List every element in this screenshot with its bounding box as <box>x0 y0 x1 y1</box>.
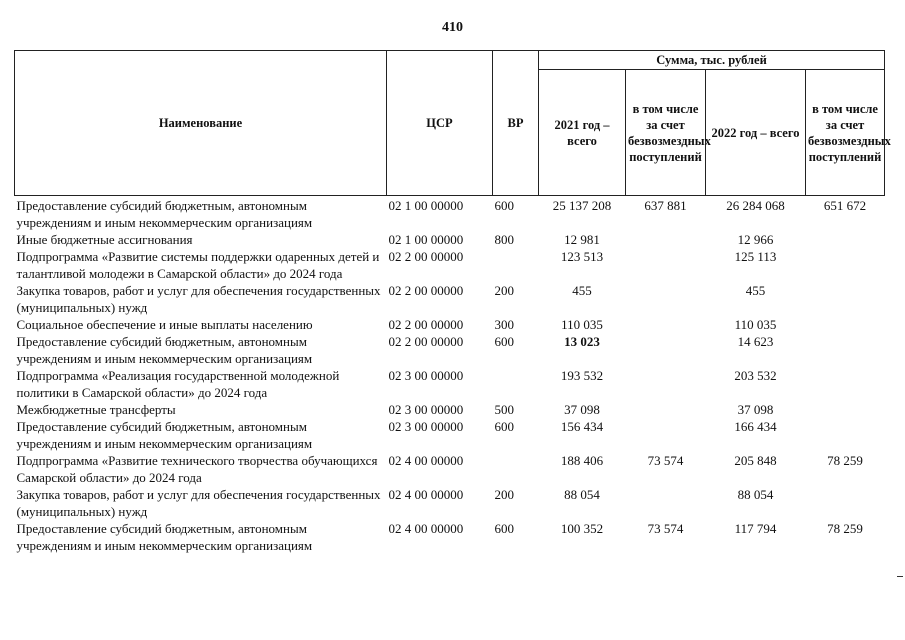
row-2022-total: 125 113 <box>734 249 777 264</box>
row-2022-total: 203 532 <box>734 368 777 383</box>
row-name: Закупка товаров, работ и услуг для обеспечения государственных (муниципальных) нужд <box>16 283 381 315</box>
row-vr: 600 <box>494 334 514 349</box>
row-csr: 02 4 00 00000 <box>388 487 464 502</box>
row-2021-gratuitous <box>626 248 706 282</box>
table-row <box>15 367 885 401</box>
margin-mark <box>897 576 903 577</box>
row-2022-gratuitous <box>806 418 885 452</box>
row-2021-gratuitous <box>626 231 706 248</box>
header-name: Наименование <box>15 51 387 196</box>
row-csr: 02 1 00 00000 <box>388 198 464 213</box>
row-csr: 02 1 00 00000 <box>388 232 464 247</box>
row-name: Иные бюджетные ассигнования <box>16 232 193 247</box>
row-2021-total: 110 035 <box>561 317 603 332</box>
header-2022-total: 2022 год – всего <box>706 70 806 196</box>
row-2022-gratuitous <box>806 231 885 248</box>
row-name: Закупка товаров, работ и услуг для обеспечения государственных (муниципальных) нужд <box>16 487 381 519</box>
row-vr: 600 <box>494 521 514 536</box>
row-name: Предоставление субсидий бюджетным, автономным учреждениям и иным некоммерческим организациям <box>16 521 313 553</box>
row-2021-total: 455 <box>572 283 592 298</box>
row-vr <box>493 452 539 486</box>
row-2022-total: 14 623 <box>737 334 774 349</box>
row-2022-total: 12 966 <box>737 232 774 247</box>
header-2021-total: 2021 год – всего <box>539 70 626 196</box>
row-2022-gratuitous <box>806 248 885 282</box>
page-number: 410 <box>442 20 463 35</box>
header-csr: ЦСР <box>387 51 493 196</box>
budget-table <box>14 50 891 554</box>
table-body <box>15 196 885 555</box>
row-2021-total: 13 023 <box>564 334 600 349</box>
table-row <box>15 333 885 367</box>
row-vr: 600 <box>494 419 514 434</box>
table-row <box>15 418 885 452</box>
row-vr: 300 <box>494 317 514 332</box>
table-row <box>15 196 885 232</box>
row-name: Подпрограмма «Развитие технического творчества обучающихся Самарской области» до 2024 года <box>16 453 378 485</box>
row-csr: 02 2 00 00000 <box>388 334 464 349</box>
row-csr: 02 3 00 00000 <box>388 368 464 383</box>
row-csr: 02 3 00 00000 <box>388 419 464 434</box>
row-2022-gratuitous <box>806 367 885 401</box>
row-vr: 200 <box>494 283 514 298</box>
row-2022-total: 37 098 <box>737 402 774 417</box>
row-2021-total: 88 054 <box>564 487 600 502</box>
row-2022-total: 205 848 <box>734 453 777 468</box>
row-2021-gratuitous <box>626 282 706 316</box>
row-2022-total: 455 <box>745 283 766 298</box>
table-row <box>15 282 885 316</box>
row-2022-gratuitous <box>806 282 885 316</box>
table-row <box>15 316 885 333</box>
row-2022-total: 26 284 068 <box>726 198 785 213</box>
row-name: Предоставление субсидий бюджетным, автономным учреждениям и иным некоммерческим организациям <box>16 334 313 366</box>
row-2021-gratuitous: 637 881 <box>644 198 687 213</box>
header-2021-gratuitous: в том числе за счет безвозмездных поступлений <box>626 70 706 196</box>
row-2021-gratuitous <box>626 418 706 452</box>
row-csr: 02 4 00 00000 <box>388 453 464 468</box>
row-2021-total: 156 434 <box>560 419 604 434</box>
row-2021-gratuitous <box>626 333 706 367</box>
row-2022-total: 110 035 <box>734 317 777 332</box>
row-vr: 200 <box>494 487 514 502</box>
row-2021-total: 12 981 <box>564 232 600 247</box>
row-2021-total: 25 137 208 <box>552 198 612 213</box>
row-2022-gratuitous: 78 259 <box>827 521 863 536</box>
row-2022-gratuitous <box>806 333 885 367</box>
row-vr <box>493 248 539 282</box>
row-csr: 02 3 00 00000 <box>388 402 464 417</box>
table-row <box>15 486 885 520</box>
row-vr: 500 <box>494 402 514 417</box>
row-name: Предоставление субсидий бюджетным, автономным учреждениям и иным некоммерческим организациям <box>16 419 313 451</box>
row-2021-gratuitous <box>626 316 706 333</box>
row-name: Социальное обеспечение и иные выплаты населению <box>16 317 313 332</box>
row-2022-total: 166 434 <box>734 419 777 434</box>
row-2022-gratuitous <box>806 486 885 520</box>
row-vr: 600 <box>494 198 514 213</box>
row-2022-total: 88 054 <box>737 487 774 502</box>
row-2021-gratuitous: 73 574 <box>647 521 684 536</box>
header-vr: ВР <box>493 51 539 196</box>
row-2022-gratuitous <box>806 401 885 418</box>
row-2021-total: 123 513 <box>560 249 604 264</box>
row-2021-total: 193 532 <box>560 368 604 383</box>
table-row <box>15 231 885 248</box>
row-csr: 02 2 00 00000 <box>388 283 464 298</box>
row-2021-total: 37 098 <box>564 402 600 417</box>
table-row <box>15 452 885 486</box>
row-vr <box>493 367 539 401</box>
row-2021-gratuitous: 73 574 <box>647 453 684 468</box>
header-sum: Сумма, тыс. рублей <box>539 51 885 70</box>
row-2022-gratuitous: 78 259 <box>827 453 863 468</box>
row-name: Подпрограмма «Развитие системы поддержки одаренных детей и талантливой молодежи в Самарской области» до 2024 года <box>16 249 380 281</box>
row-2022-gratuitous: 651 672 <box>823 198 867 213</box>
row-name: Подпрограмма «Реализация государственной молодежной политики в Самарской области» до 2024 года <box>16 368 340 400</box>
row-2021-total: 100 352 <box>560 521 604 536</box>
table-row <box>15 520 885 554</box>
row-2021-gratuitous <box>626 486 706 520</box>
table-row <box>15 248 885 282</box>
row-name: Межбюджетные трансферты <box>16 402 176 417</box>
header-2022-gratuitous: в том числе за счет безвозмездных поступлений <box>806 70 885 196</box>
row-csr: 02 4 00 00000 <box>388 521 464 536</box>
row-2021-gratuitous <box>626 367 706 401</box>
row-2022-total: 117 794 <box>734 521 777 536</box>
row-name: Предоставление субсидий бюджетным, автономным учреждениям и иным некоммерческим организациям <box>16 198 313 230</box>
row-csr: 02 2 00 00000 <box>388 249 464 264</box>
table-row <box>15 401 885 418</box>
row-csr: 02 2 00 00000 <box>388 317 464 332</box>
row-2021-gratuitous <box>626 401 706 418</box>
row-2022-gratuitous <box>806 316 885 333</box>
row-vr: 800 <box>494 232 514 247</box>
row-2021-total: 188 406 <box>560 453 604 468</box>
